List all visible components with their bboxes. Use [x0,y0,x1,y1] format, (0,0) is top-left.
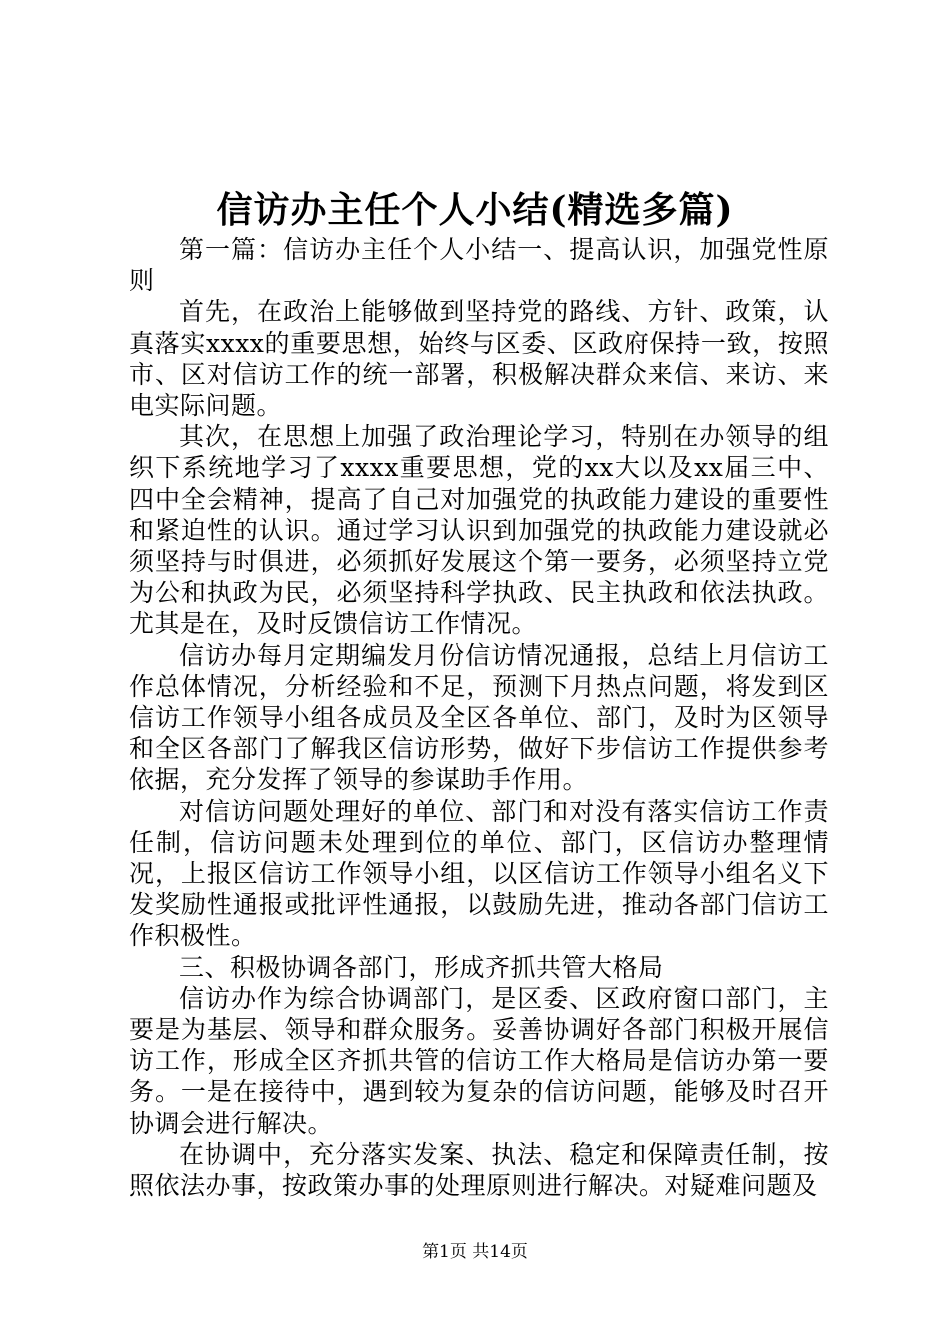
paragraph: 首先，在政治上能够做到坚持党的路线、方针、政策，认真落实xxxx的重要思想，始终与区委、区政府保持一致，按照市、区对信访工作的统一部署，积极解决群众来信、来访、来电实际问题。 [129,297,829,421]
page-indicator: 第1页 共14页 [422,1242,528,1262]
paragraph: 对信访问题处理好的单位、部门和对没有落实信访工作责任制，信访问题未处理到位的单位、部门，区信访办整理情况，上报区信访工作领导小组，以区信访工作领导小组名义下发奖励性通报或批评性通报，以鼓励先进，推动各部门信访工作积极性。 [129,796,829,951]
section-heading: 三、积极协调各部门，形成齐抓共管大格局 [179,952,664,982]
document-body [129,234,829,1201]
paragraph: 信访办作为综合协调部门，是区委、区政府窗口部门，主要是为基层、领导和群众服务。妥善协调好各部门积极开展信访工作，形成全区齐抓共管的信访工作大格局是信访办第一要务。一是在接待中，遇到较为复杂的信访问题，能够及时召开协调会进行解决。 [129,983,829,1138]
paragraph: 在协调中，充分落实发案、执法、稳定和保障责任制，按照依法办事，按政策办事的处理原则进行解决。对疑难问题及 [129,1139,829,1201]
paragraph: 第一篇：信访办主任个人小结一、提高认识，加强党性原则 [129,235,829,296]
document-title: 信访办主任个人小结(精选多篇) [216,189,734,231]
paragraph: 其次，在思想上加强了政治理论学习，特别在办领导的组织下系统地学习了xxxx重要思想，党的xx大以及xx届三中、四中全会精神，提高了自己对加强党的执政能力建设的重要性和紧迫性的认识。通过学习认识到加强党的执政能力建设就必须坚持与时俱进，必须抓好发展这个第一要务，必须坚持立党为公和执政为民，必须坚持科学执政、民主执政和依法执政。尤其是在，及时反馈信访工作情况。 [129,422,829,639]
paragraph: 信访办每月定期编发月份信访情况通报，总结上月信访工作总体情况，分析经验和不足，预测下月热点问题，将发到区信访工作领导小组各成员及全区各单位、部门，及时为区领导和全区各部门了解我区信访形势，做好下步信访工作提供参考依据，充分发挥了领导的参谋助手作用。 [129,640,829,795]
